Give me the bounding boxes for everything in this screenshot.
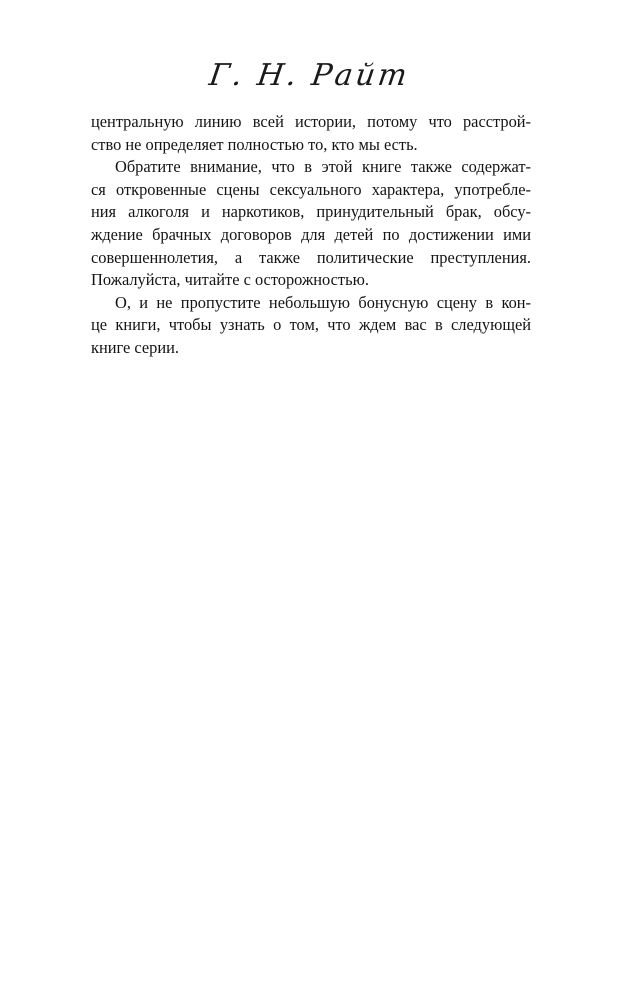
text-line: ся откровенные сцены сексуального характера, употребле-	[91, 179, 531, 199]
text-line: ния алкоголя и наркотиков, принудительный брак, обсу-	[91, 202, 531, 222]
text-line: це книги, чтобы узнать о том, что ждем вас в следующей	[91, 315, 531, 335]
text-line: ждение брачных договоров для детей по достижении ими	[91, 224, 531, 244]
body-text	[91, 111, 531, 360]
text-line: Пожалуйста, читайте с осторожностью.	[91, 270, 369, 290]
text-line: Обратите внимание, что в этой книге также содержат-	[115, 157, 531, 177]
running-head-author: Г. Н. Райт	[207, 58, 412, 93]
text-line: ство не определяет полностью то, кто мы есть.	[91, 134, 418, 154]
text-line: совершеннолетия, а также политические преступления.	[91, 247, 531, 267]
text-line: книге серии.	[91, 337, 179, 357]
text-line: центральную линию всей истории, потому что расстрой-	[91, 112, 531, 131]
text-line: О, и не пропустите небольшую бонусную сцену в кон-	[115, 292, 531, 312]
